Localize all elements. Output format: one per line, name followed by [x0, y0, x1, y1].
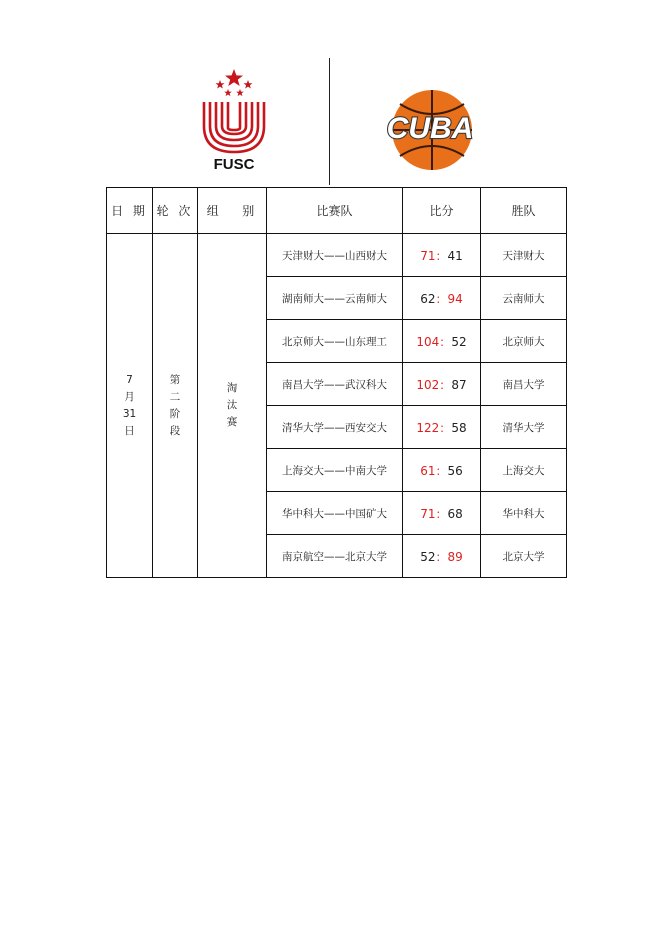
winner-cell: 云南师大 — [481, 277, 567, 320]
score-cell — [403, 492, 481, 535]
header-group: 组 别 — [198, 188, 267, 234]
score-separator: ： — [435, 549, 448, 564]
score-b: 94 — [447, 291, 463, 306]
winner-cell: 北京师大 — [481, 320, 567, 363]
winner-cell: 清华大学 — [481, 406, 567, 449]
header-round: 轮 次 — [153, 188, 198, 234]
winner-cell: 北京大学 — [481, 535, 567, 578]
score-a: 104 — [416, 334, 440, 349]
score-a: 52 — [420, 549, 436, 564]
match-teams-cell: 南京航空——北京大学 — [267, 535, 403, 578]
winner-cell: 上海交大 — [481, 449, 567, 492]
logo-divider — [329, 58, 330, 185]
score-separator: ： — [435, 463, 448, 478]
score-separator: ： — [439, 420, 452, 435]
score-b: 56 — [447, 463, 463, 478]
group-cell — [198, 234, 267, 578]
score-cell — [403, 449, 481, 492]
score-b: 89 — [447, 549, 463, 564]
match-teams-cell: 上海交大——中南大学 — [267, 449, 403, 492]
date-cell — [107, 234, 153, 578]
match-results-table — [106, 187, 567, 578]
match-teams-cell: 天津财大——山西财大 — [267, 234, 403, 277]
score-a: 62 — [420, 291, 436, 306]
table-row — [107, 234, 567, 277]
score-separator: ： — [435, 248, 448, 263]
score-cell — [403, 234, 481, 277]
score-a: 71 — [420, 248, 436, 263]
round-cell-char: 二 — [169, 390, 181, 403]
score-b: 58 — [451, 420, 467, 435]
fusc-logo-text: FUSC — [213, 156, 255, 173]
score-separator: ： — [435, 291, 448, 306]
header-score: 比分 — [403, 188, 481, 234]
match-teams-cell: 华中科大——中国矿大 — [267, 492, 403, 535]
score-cell — [403, 406, 481, 449]
match-teams-cell: 湖南师大——云南师大 — [267, 277, 403, 320]
table-header-row — [107, 188, 567, 234]
group-cell-char: 淘 — [226, 382, 238, 394]
match-teams-cell: 南昌大学——武汉科大 — [267, 363, 403, 406]
score-b: 41 — [447, 248, 463, 263]
group-cell-char: 赛 — [226, 416, 238, 428]
score-cell — [403, 320, 481, 363]
score-b: 68 — [447, 506, 463, 521]
group-cell-char: 汰 — [226, 399, 238, 411]
date-cell-char: 31 — [122, 407, 137, 420]
svg-text:CUBA: CUBA — [386, 112, 474, 145]
score-separator: ： — [439, 334, 452, 349]
header-date: 日 期 — [107, 188, 153, 234]
round-cell-char: 段 — [169, 424, 181, 437]
match-teams-cell: 北京师大——山东理工 — [267, 320, 403, 363]
cuba-logo — [370, 84, 490, 176]
score-a: 61 — [420, 463, 436, 478]
round-cell — [153, 234, 198, 578]
header-winner: 胜队 — [481, 188, 567, 234]
score-cell — [403, 277, 481, 320]
winner-cell: 天津财大 — [481, 234, 567, 277]
round-cell-char: 阶 — [169, 407, 181, 420]
score-b: 87 — [451, 377, 467, 392]
score-a: 102 — [416, 377, 440, 392]
score-a: 71 — [420, 506, 436, 521]
score-separator: ： — [439, 377, 452, 392]
score-cell — [403, 535, 481, 578]
winner-cell: 华中科大 — [481, 492, 567, 535]
winner-cell: 南昌大学 — [481, 363, 567, 406]
date-cell-char: 7 — [126, 373, 133, 386]
header-logos — [0, 0, 672, 190]
date-cell-char: 日 — [124, 424, 135, 437]
match-teams-cell: 清华大学——西安交大 — [267, 406, 403, 449]
round-cell-char: 第 — [169, 373, 181, 386]
header-teams: 比赛队 — [267, 188, 403, 234]
score-separator: ： — [435, 506, 448, 521]
score-a: 122 — [416, 420, 440, 435]
score-cell — [403, 363, 481, 406]
date-cell-char: 月 — [124, 390, 135, 403]
score-b: 52 — [451, 334, 467, 349]
